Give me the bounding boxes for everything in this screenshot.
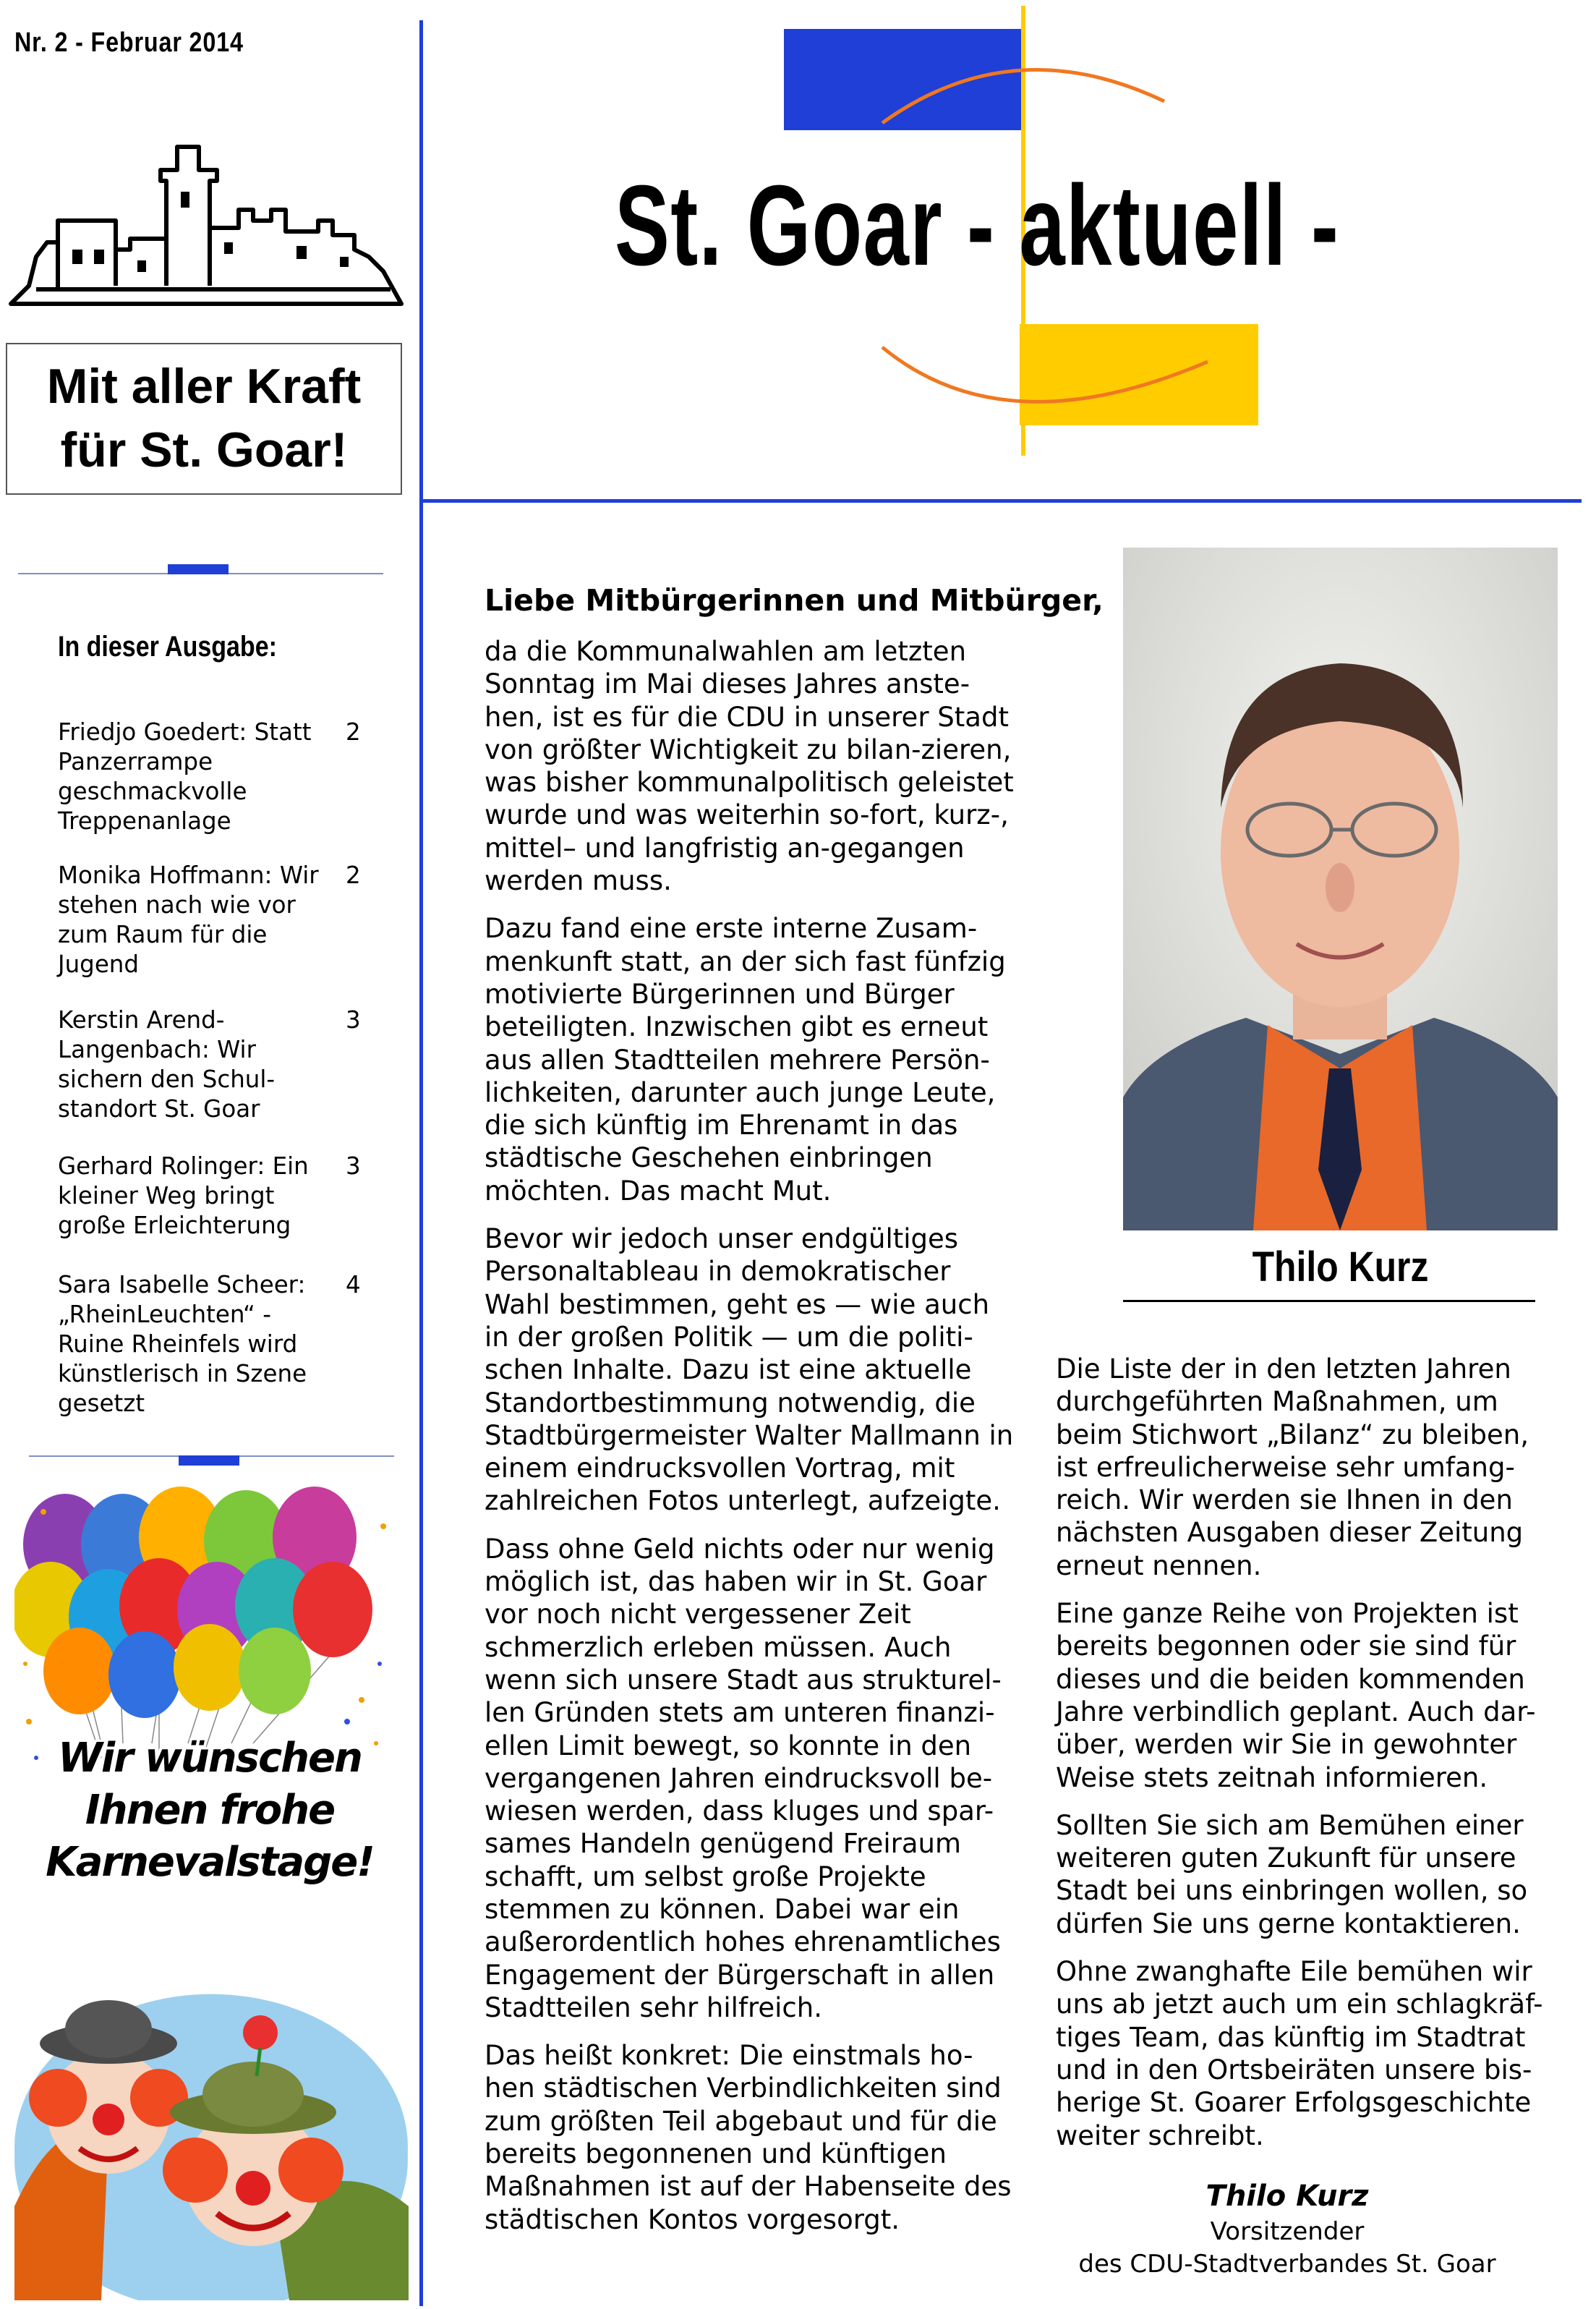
toc-page: 2: [346, 718, 361, 746]
signature-name: Thilo Kurz: [1205, 2180, 1369, 2213]
paragraph: Eine ganze Reihe von Projekten ist bereits begonnen oder sie sind für dieses und die beiden kommenden Jahre verbindlich geplant. Auch dar-über, werden wir Sie in gewohnter Weise stets zeitnah informieren.: [1056, 1598, 1536, 1793]
signature-role: [1056, 2216, 1519, 2281]
vertical-divider: [419, 20, 423, 2306]
toc-page: 2: [346, 862, 361, 889]
carnival-line2: Ihnen frohe: [85, 1787, 335, 1834]
paragraph: Bevor wir jedoch unser endgültiges Personaltableau in demokratischer Wahl bestimmen, geht es — wie auch in der großen Politik — um die politi-schen Inhalte. Dazu ist eine aktuelle Standortbestimmung notwendig, die Stadtbürgermeister Walter Mallmann in einem eindrucksvollen Vortrag, mit zahlreichen Fotos unterlegt, aufzeigte.: [485, 1223, 1014, 1517]
issue-label: Nr. 2 - Februar 2014: [14, 27, 244, 58]
toc-item[interactable]: Gerhard Rolinger: Ein kleiner Weg bringt große Erleichterung: [58, 1152, 309, 1239]
portrait-photo: [1123, 548, 1558, 1230]
paragraph: Die Liste der in den letzten Jahren durchgeführten Maßnahmen, um beim Stichwort „Bilanz“ zu bleiben, ist erfreulicherweise sehr umfang-reich. Wir werden sie Ihnen in den nächsten Ausgaben dieser Zeitung erneut nennen.: [1056, 1353, 1529, 1581]
paragraph: Dazu fand eine erste interne Zusam-menkunft statt, an der sich fast fünfzig motivierte Bürgerinnen und Bürger beteiligten. Inzwischen gibt es erneut aus allen Stadtteilen mehrere Persön-lichkeiten, darunter auch junge Leute, die sich künftig im Ehrenamt in das städtische Geschehen einbringen möchten. Das macht Mut.: [485, 913, 1006, 1207]
castle-logo: [7, 141, 405, 307]
article-column-2: [1056, 1353, 1555, 2167]
carnival-line3: Karnevalstage!: [46, 1839, 374, 1886]
toc-page: 4: [346, 1271, 361, 1298]
paragraph: Dass ohne Geld nichts oder nur wenig möglich ist, das haben wir in St. Goar vor noch nicht vergessener Zeit schmerzlich erleben müssen. Auch wenn sich unsere Stadt aus strukturel-len Gründen stets am unteren finanzi-ellen Limit bewegt, so konnte in den vergangenen Jahren eindrucksvoll be-wiesen werden, dass kluges und spar-sames Handeln genügend Freiraum schafft, um selbst große Projekte stemmen zu können. Dabei war ein außerordentlich hohes ehrenamtliches Engagement der Bürgerschaft in allen Stadtteilen sehr hilfreich.: [485, 1533, 1002, 2023]
carnival-line1: Wir wünschen: [58, 1735, 362, 1782]
toc-page: 3: [346, 1152, 361, 1180]
paragraph: Das heißt konkret: Die einstmals ho-hen städtischen Verbindlichkeiten sind zum größten Teil abgebaut und für die bereits begonnenen und künftigen Maßnahmen ist auf der Habenseite des städtischen Kontos vorgesorgt.: [485, 2040, 1012, 2235]
paragraph: Sollten Sie sich am Bemühen einer weiteren guten Zukunft für unsere Stadt bei uns einbringen wollen, so dürfen Sie uns gerne kontaktieren.: [1056, 1809, 1528, 1939]
toc-item[interactable]: Monika Hoffmann: Wir stehen nach wie vor zum Raum für die Jugend: [58, 862, 319, 978]
masthead-title: St. Goar - aktuell -: [615, 162, 1340, 289]
slogan-line1: Mit aller Kraft: [46, 359, 362, 414]
toc-page: 3: [346, 1006, 361, 1034]
paragraph: Ohne zwanghafte Eile bemühen wir uns ab jetzt auch um ein schlagkräf-tiges Team, das künftig im Stadtrat und in den Ortsbeiräten unsere bis-herige St. Goarer Erfolgsgeschichte weiter schreibt.: [1056, 1956, 1543, 2151]
article-greeting: Liebe Mitbürgerinnen und Mitbürger,: [485, 583, 1104, 618]
toc-item[interactable]: Friedjo Goedert: Statt Panzerrampe geschmackvolle Treppenanlage: [58, 718, 312, 835]
signature-role-line1: Vorsitzender: [1210, 2217, 1365, 2246]
toc-item[interactable]: Kerstin Arend-Langenbach: Wir sichern den Schul-standort St. Goar: [58, 1006, 276, 1123]
photo-caption: Thilo Kurz: [1252, 1243, 1429, 1290]
toc-top-tab: [168, 564, 229, 574]
toc-bottom-tab: [179, 1455, 239, 1466]
caption-rule: [1123, 1300, 1535, 1302]
carnival-illustration: [14, 1483, 409, 2300]
slogan: [6, 354, 402, 482]
header-divider: [419, 499, 1582, 503]
carnival-greeting: [29, 1732, 391, 1889]
article-column-1: [485, 635, 1020, 2251]
signature-role-line2: des CDU-Stadtverbandes St. Goar: [1078, 2250, 1496, 2279]
toc-title: In dieser Ausgabe:: [58, 631, 277, 663]
slogan-line2: für St. Goar!: [60, 422, 348, 477]
paragraph: da die Kommunalwahlen am letzten Sonntag im Mai dieses Jahres anste-hen, ist es für die CDU in unserer Stadt von größter Wichtigkeit zu bilan-zieren, was bisher kommunalpolitisch geleistet wurde und was weiterhin so-fort, kurz-, mittel– und langfristig an-gegangen werden muss.: [485, 636, 1014, 897]
toc-item[interactable]: Sara Isabelle Scheer: „RheinLeuchten“ - Ruine Rheinfels wird künstlerisch in Szene gesetzt: [58, 1271, 307, 1417]
